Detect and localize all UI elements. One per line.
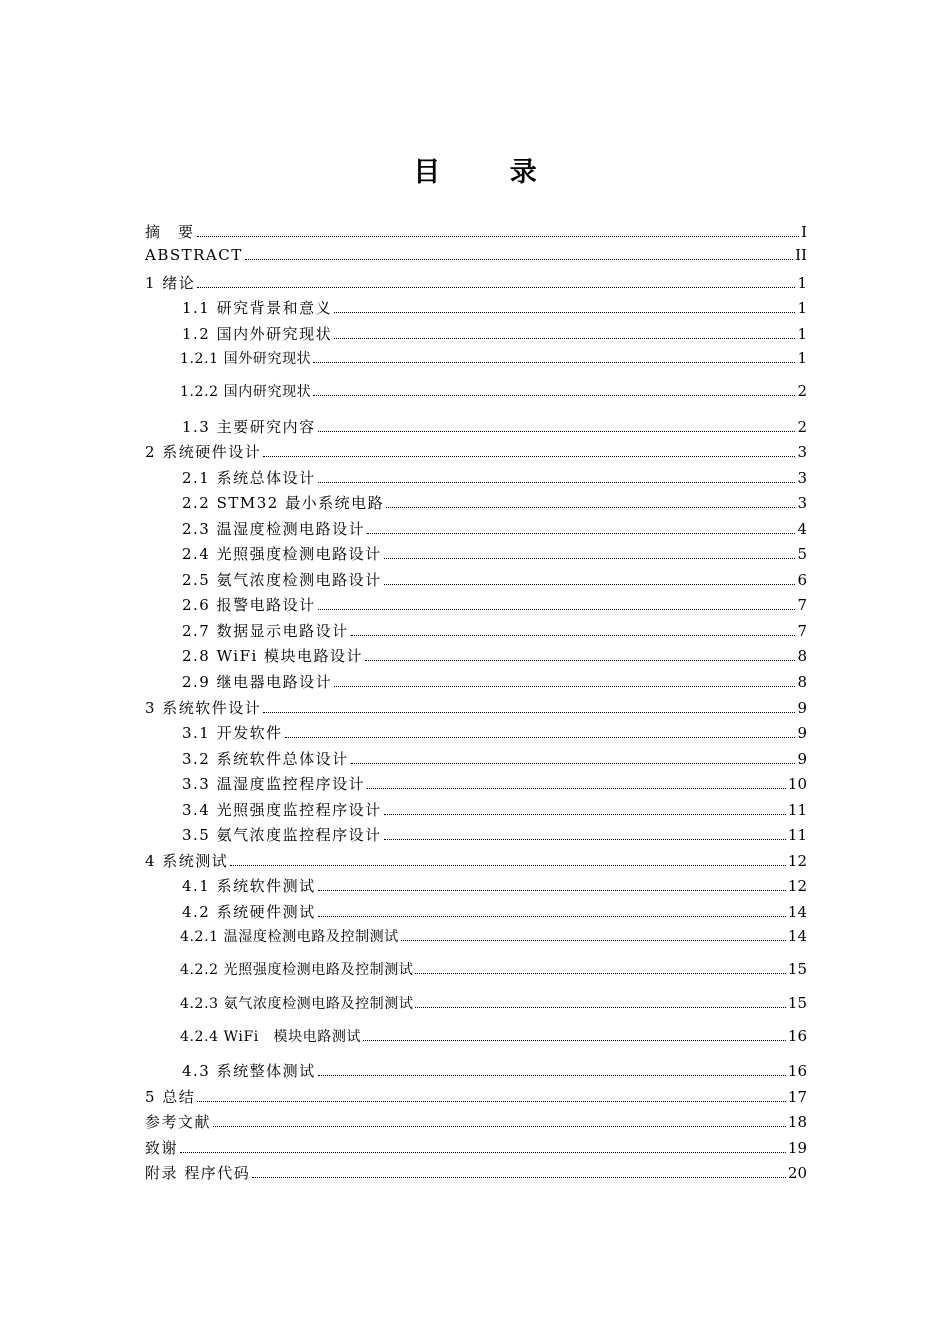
toc-entry-page: II <box>795 246 807 264</box>
toc-entry-label: 4.2.3 氨气浓度检测电路及控制测试 <box>180 996 414 1012</box>
toc-entry-page: 8 <box>797 673 807 691</box>
toc-entry-page: 19 <box>787 1139 807 1157</box>
toc-entry-label: 3 系统软件设计 <box>145 699 262 717</box>
toc-entry-page: 9 <box>797 699 807 717</box>
toc-entry-page: 1 <box>797 349 807 367</box>
dot-leader <box>313 394 795 396</box>
dot-leader <box>367 787 786 789</box>
dot-leader <box>230 864 786 866</box>
toc-entry-page: 16 <box>787 1027 807 1045</box>
toc-entry[interactable] <box>145 221 807 243</box>
dot-leader <box>318 889 786 891</box>
toc-entry[interactable] <box>182 824 807 846</box>
toc-entry-label: 4.1 系统软件测试 <box>182 877 316 895</box>
dot-leader <box>285 736 796 738</box>
toc-entry-label: 3.3 温湿度监控程序设计 <box>182 775 366 793</box>
dot-leader <box>318 915 786 917</box>
toc-entry-page: 14 <box>787 903 807 921</box>
dot-leader <box>318 1074 786 1076</box>
toc-entry[interactable] <box>182 323 807 345</box>
dot-leader <box>197 286 795 288</box>
toc-entry-page: 12 <box>787 877 807 895</box>
toc-entry-label: 1.2.1 国外研究现状 <box>180 351 312 367</box>
toc-entry[interactable] <box>145 697 807 719</box>
toc-entry[interactable] <box>182 518 807 540</box>
toc-entry-label: 致谢 <box>145 1139 179 1157</box>
page-title: 目 录 <box>413 157 567 188</box>
toc-entry-label: 2.5 氨气浓度检测电路设计 <box>182 571 382 589</box>
toc-entry-page: 6 <box>797 571 807 589</box>
toc-entry[interactable] <box>180 348 807 370</box>
toc-entry-page: 1 <box>797 299 807 317</box>
toc-entry-page: 1 <box>797 274 807 292</box>
dot-leader <box>180 1151 786 1153</box>
toc-entry[interactable] <box>145 246 807 268</box>
dot-leader <box>334 337 795 339</box>
toc-entry[interactable] <box>145 1111 807 1133</box>
toc-entry[interactable] <box>182 569 807 591</box>
dot-leader <box>415 972 785 974</box>
dot-leader <box>367 532 795 534</box>
toc-entry-page: 2 <box>797 382 807 400</box>
toc-entry-label: 附录 程序代码 <box>145 1164 251 1182</box>
toc-entry[interactable] <box>145 1086 807 1108</box>
dot-leader <box>351 762 796 764</box>
toc-entry[interactable] <box>145 1137 807 1159</box>
dot-leader <box>318 608 796 610</box>
toc-entry[interactable] <box>145 441 807 463</box>
toc-entry[interactable] <box>182 645 807 667</box>
toc-entry-page: 7 <box>797 596 807 614</box>
toc-entry-label: 参考文献 <box>145 1113 212 1131</box>
toc-entry[interactable] <box>180 381 807 403</box>
toc-entry-label: 1.2.2 国内研究现状 <box>180 384 312 400</box>
toc-entry-page: 10 <box>787 775 807 793</box>
toc-entry-page: 14 <box>787 927 807 945</box>
dot-leader <box>313 361 795 363</box>
toc-entry[interactable] <box>180 959 807 981</box>
toc-entry-label: 4.2.2 光照强度检测电路及控制测试 <box>180 962 414 978</box>
toc-entry-label: 3.5 氨气浓度监控程序设计 <box>182 826 382 844</box>
dot-leader <box>263 455 795 457</box>
toc-entry-label: 3.4 光照强度监控程序设计 <box>182 801 382 819</box>
dot-leader <box>334 685 795 687</box>
toc-entry-label: 3.2 系统软件总体设计 <box>182 750 349 768</box>
toc-entry[interactable] <box>182 901 807 923</box>
toc-entry-label: 4.2 系统硬件测试 <box>182 903 316 921</box>
toc-entry[interactable] <box>182 543 807 565</box>
toc-entry-label: 4.3 系统整体测试 <box>182 1062 316 1080</box>
dot-leader <box>384 583 796 585</box>
toc-entry-page: 20 <box>787 1164 807 1182</box>
toc-entry-page: 7 <box>797 622 807 640</box>
toc-entry-page: 9 <box>797 750 807 768</box>
toc-entry-label: 2.9 继电器电路设计 <box>182 673 333 691</box>
toc-entry[interactable] <box>180 926 807 948</box>
toc-entry-page: 2 <box>797 418 807 436</box>
toc-entry-page: 15 <box>787 994 807 1012</box>
toc-entry-page: 5 <box>797 545 807 563</box>
toc-entry[interactable] <box>182 875 807 897</box>
dot-leader <box>318 430 796 432</box>
toc-entry[interactable] <box>182 671 807 693</box>
toc-entry[interactable] <box>180 993 807 1015</box>
toc-entry-page: 11 <box>787 826 807 844</box>
dot-leader <box>252 1176 786 1178</box>
toc-entry-label: 2.2 STM32 最小系统电路 <box>182 494 385 512</box>
dot-leader <box>386 506 795 508</box>
toc-entry[interactable] <box>182 722 807 744</box>
toc-entry-label: 1 绪论 <box>145 274 196 292</box>
toc-entry-page: 17 <box>787 1088 807 1106</box>
toc-entry-label: 2.3 温湿度检测电路设计 <box>182 520 366 538</box>
toc-entry-label: 2.4 光照强度检测电路设计 <box>182 545 382 563</box>
toc-entry-label: 1.2 国内外研究现状 <box>182 325 333 343</box>
toc-entry-label: 5 总结 <box>145 1088 196 1106</box>
toc-entry-label: 摘 要 <box>145 223 195 241</box>
toc-entry[interactable] <box>145 850 807 872</box>
toc-entry-page: 11 <box>787 801 807 819</box>
toc-entry[interactable] <box>182 467 807 489</box>
toc-entry-label: 2 系统硬件设计 <box>145 443 262 461</box>
dot-leader <box>245 258 793 260</box>
toc-entry-page: 18 <box>787 1113 807 1131</box>
toc-entry[interactable] <box>182 799 807 821</box>
toc-entry-label: 2.8 WiFi 模块电路设计 <box>182 647 364 665</box>
toc-entry-page: 15 <box>787 960 807 978</box>
dot-leader <box>318 481 796 483</box>
toc-entry-page: 8 <box>797 647 807 665</box>
toc-entry-label: 1.3 主要研究内容 <box>182 418 316 436</box>
toc-entry-page: 3 <box>797 469 807 487</box>
dot-leader <box>197 1100 786 1102</box>
toc-entry[interactable] <box>182 594 807 616</box>
dot-leader <box>197 235 800 237</box>
toc-entry[interactable] <box>182 492 807 514</box>
toc-entry[interactable] <box>182 620 807 642</box>
toc-entry-page: 1 <box>797 325 807 343</box>
dot-leader <box>384 813 786 815</box>
toc-entry-label: 4.2.1 温湿度检测电路及控制测试 <box>180 929 399 945</box>
toc-entry-label: 1.1 研究背景和意义 <box>182 299 333 317</box>
toc-entry[interactable] <box>182 1060 807 1082</box>
toc-entry-label: ABSTRACT <box>145 246 243 264</box>
dot-leader <box>263 711 795 713</box>
dot-leader <box>213 1125 786 1127</box>
toc-entry-page: I <box>801 223 807 241</box>
dot-leader <box>401 939 786 941</box>
toc-entry[interactable] <box>180 1026 807 1048</box>
dot-leader <box>384 557 796 559</box>
dot-leader <box>363 1039 786 1041</box>
toc-entry-page: 3 <box>797 494 807 512</box>
toc-entry-page: 3 <box>797 443 807 461</box>
toc-entry-label: 4.2.4 WiFi 模块电路测试 <box>180 1029 362 1045</box>
toc-entry-label: 2.6 报警电路设计 <box>182 596 316 614</box>
toc-entry[interactable] <box>145 1162 807 1184</box>
toc-entry-label: 2.1 系统总体设计 <box>182 469 316 487</box>
toc-entry-page: 12 <box>787 852 807 870</box>
toc-entry-label: 2.7 数据显示电路设计 <box>182 622 349 640</box>
toc-entry[interactable] <box>182 773 807 795</box>
toc-entry[interactable] <box>182 748 807 770</box>
toc-entry-page: 16 <box>787 1062 807 1080</box>
toc-entry-label: 3.1 开发软件 <box>182 724 283 742</box>
toc-entry[interactable] <box>182 416 807 438</box>
toc-entry-label: 4 系统测试 <box>145 852 229 870</box>
toc-entry[interactable] <box>145 272 807 294</box>
toc-entry-page: 9 <box>797 724 807 742</box>
toc-entry[interactable] <box>182 297 807 319</box>
dot-leader <box>365 659 795 661</box>
dot-leader <box>351 634 796 636</box>
dot-leader <box>415 1006 785 1008</box>
dot-leader <box>334 311 795 313</box>
toc-entry-page: 4 <box>797 520 807 538</box>
dot-leader <box>384 838 786 840</box>
